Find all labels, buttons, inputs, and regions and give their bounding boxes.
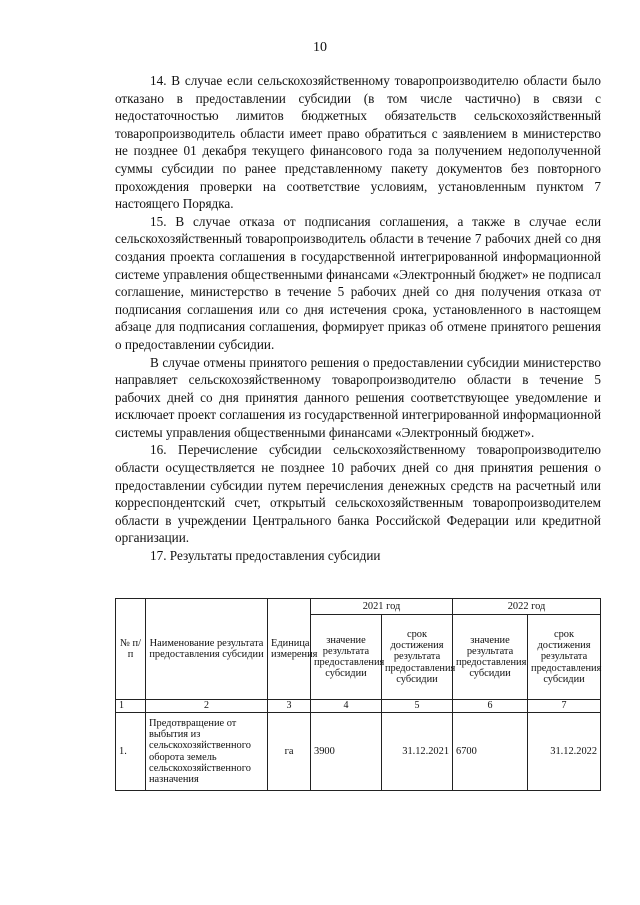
results-table (115, 598, 601, 791)
header-name: Наименование результата предоставления субсидии (146, 599, 268, 700)
header-unit: Единица измерения (268, 599, 311, 700)
cell-deadline-2022: 31.12.2022 (528, 713, 601, 791)
header-value-2021: значение результата предоставления субсидии (311, 615, 382, 700)
table-row (116, 713, 601, 791)
column-number: 5 (382, 700, 453, 713)
column-number: 6 (453, 700, 528, 713)
cell-deadline-2021: 31.12.2021 (382, 713, 453, 791)
header-value-2022: значение результата предоставления субсидии (453, 615, 528, 700)
header-deadline-2022: срок достижения результата предоставления субсидии (528, 615, 601, 700)
paragraph-14: 14. В случае если сельскохозяйственному товаропроизводителю области было отказано в предоставлении субсидии (в том числе частично) в связи с недостаточностью лимитов бюджетных обязательств сельскохозяйственный товаропроизводитель области имеет право обратиться с заявлением в министерство не позднее 01 декабря текущего финансового года за получением недополученной суммы субсидии по ранее представленному пакету документов без повторного прохождения проверки на соответствие условиям, установленным пунктом 7 настоящего Порядка. (115, 73, 601, 212)
table-caption: 17. Результаты предоставления субсидии (150, 548, 381, 564)
page-number: 10 (313, 40, 327, 55)
column-number: 7 (528, 700, 601, 713)
cell-unit: га (268, 713, 311, 791)
header-deadline-2021: срок достижения результата предоставления субсидии (382, 615, 453, 700)
header-year-2021: 2021 год (311, 599, 453, 615)
column-number: 1 (116, 700, 146, 713)
cell-num: 1. (116, 713, 146, 791)
cell-name: Предотвращение от выбытия из сельскохозяйственного оборота земель сельскохозяйственного назначения (146, 713, 268, 791)
cell-value-2022: 6700 (453, 713, 528, 791)
cell-value-2021: 3900 (311, 713, 382, 791)
column-number-row (116, 700, 601, 713)
paragraph-15-cancellation: В случае отмены принятого решения о предоставлении субсидии министерство направляет сельскохозяйственному товаропроизводителю области в течение 5 рабочих дней со дня принятия данного решения соответствующее уведомление и исключает проект соглашения из государственной интегрированной информационной системы управления общественными финансами «Электронный бюджет». (115, 354, 601, 440)
document-body (115, 72, 601, 565)
column-number: 2 (146, 700, 268, 713)
column-number: 4 (311, 700, 382, 713)
column-number: 3 (268, 700, 311, 713)
header-num: № п/п (116, 599, 146, 700)
header-year-2022: 2022 год (453, 599, 601, 615)
paragraph-15: 15. В случае отказа от подписания соглашения, а также в случае если сельскохозяйственный товаропроизводитель области в течение 7 рабочих дней со дня создания проекта соглашения в государственной интегрированной информационной системе управления общественными финансами «Электронный бюджет» не подписал соглашение, министерство в течение 5 рабочих дней со дня получения отказа от подписания соглашения или со дня истечения срока, установленного в настоящем абзаце для подписания соглашения, формирует приказ об отмене принятого решения о предоставлении субсидии. (115, 213, 601, 352)
paragraph-16: 16. Перечисление субсидии сельскохозяйственному товаропроизводителю области осуществляется не позднее 10 рабочих дней со дня принятия решения о предоставлении субсидии путем перечисления денежных средств на расчетный или корреспондентский счет, открытый сельскохозяйственным товаропроизводителем области в учреждении Центрального банка Российской Федерации или кредитной организации. (115, 442, 601, 546)
